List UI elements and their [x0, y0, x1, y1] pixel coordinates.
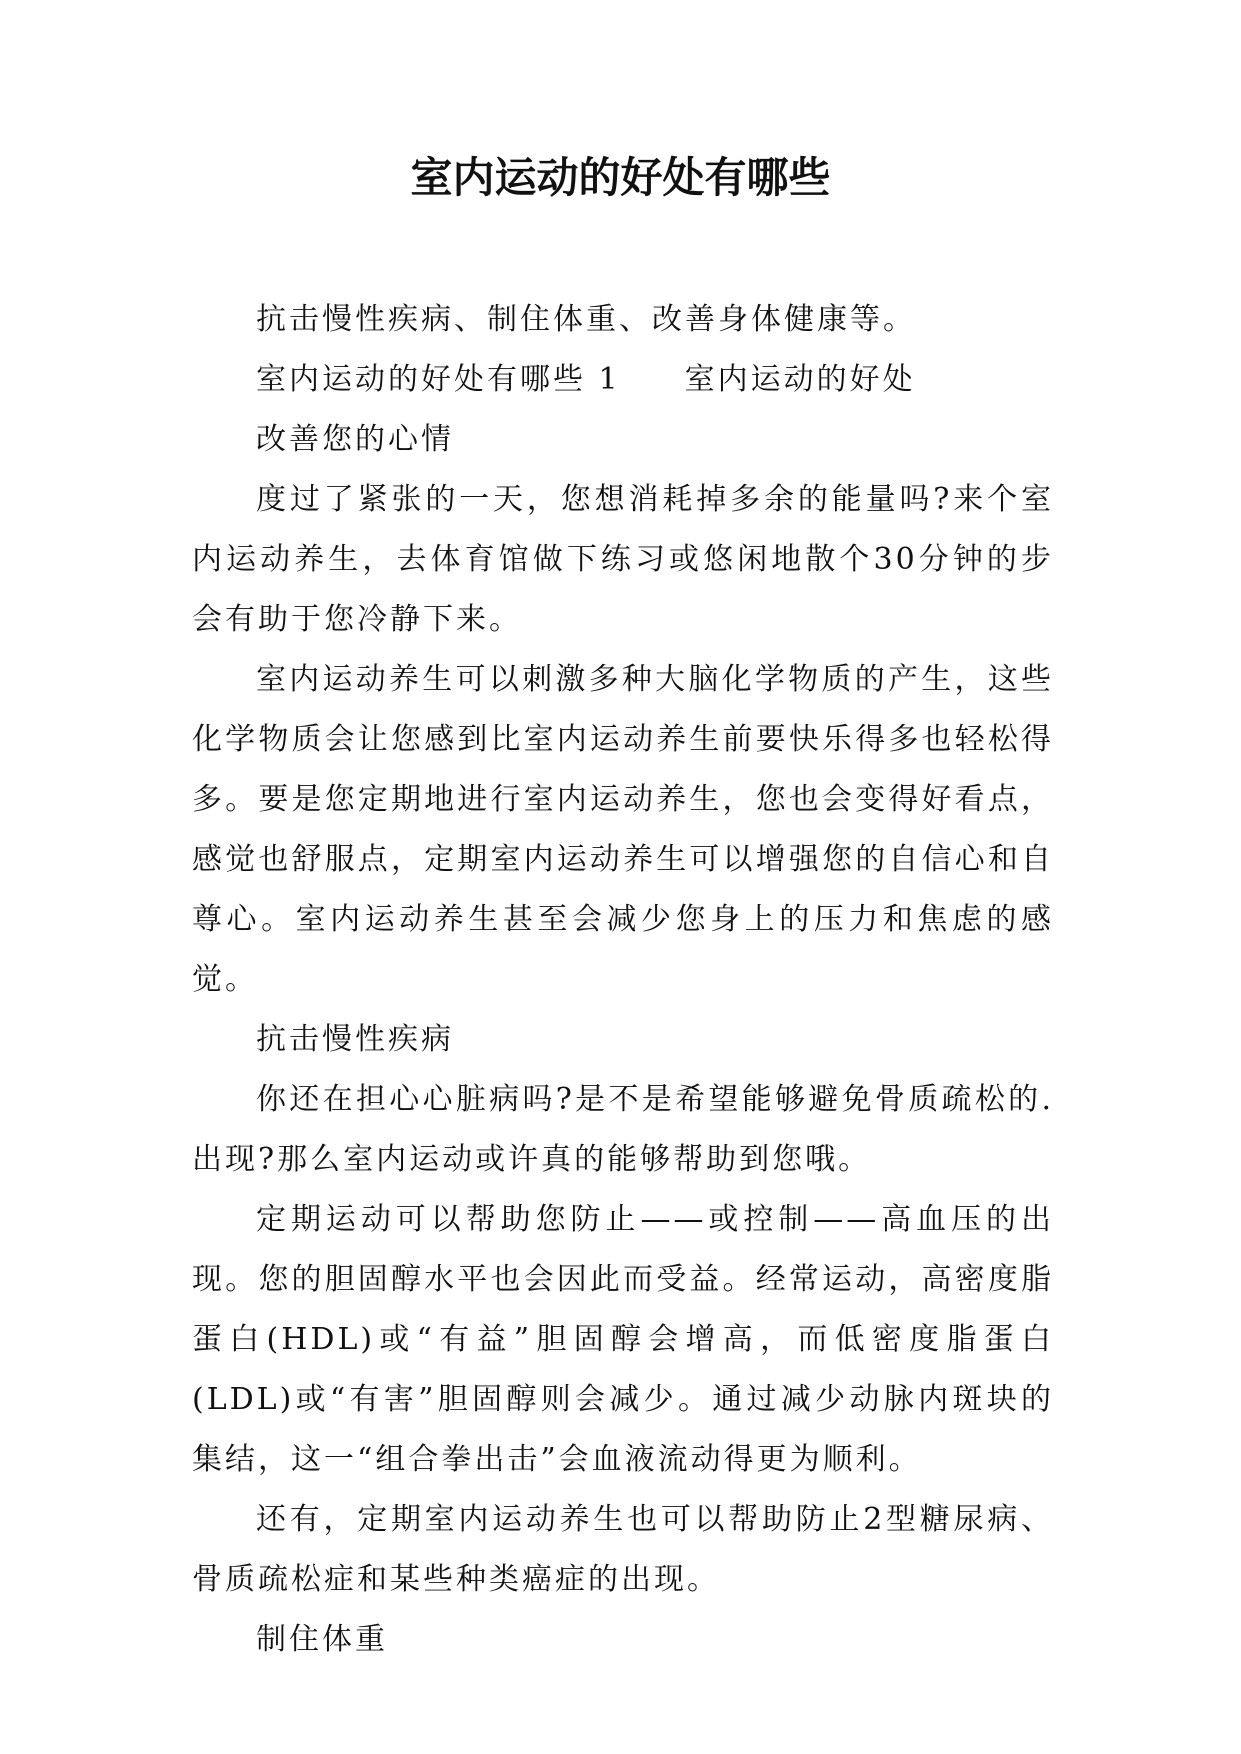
section-heading-weight: 制住体重: [256, 1622, 388, 1657]
subheading-left: 室内运动的好处有哪些 1: [256, 362, 621, 397]
document-body: [192, 290, 1054, 1670]
paragraph-chronic-2: 定期运动可以帮助您防止——或控制——高血压的出现。您的胆固醇水平也会因此而受益。经常运动，高密度脂蛋白(HDL)或“有益”胆固醇会增高，而低密度脂蛋白(LDL)或“有害”胆固醇则会减少。通过减少动脉内斑块的集结，这一“组合拳出击”会血液流动得更为顺利。: [192, 1202, 1054, 1477]
document-subheading: [192, 350, 1054, 410]
intro-paragraph: 抗击慢性疾病、制住体重、改善身体健康等。: [256, 302, 916, 337]
paragraph-mood-1: 度过了紧张的一天，您想消耗掉多余的能量吗?来个室内运动养生，去体育馆做下练习或悠闲地散个30分钟的步会有助于您冷静下来。: [192, 482, 1054, 637]
paragraph-mood-2: 室内运动养生可以刺激多种大脑化学物质的产生，这些化学物质会让您感到比室内运动养生前要快乐得多也轻松得多。要是您定期地进行室内运动养生，您也会变得好看点，感觉也舒服点，定期室内运动养生可以增强您的自信心和自尊心。室内运动养生甚至会减少您身上的压力和焦虑的感觉。: [192, 662, 1054, 997]
paragraph-chronic-3: 还有，定期室内运动养生也可以帮助防止2型糖尿病、骨质疏松症和某些种类癌症的出现。: [192, 1502, 1054, 1597]
section-heading-chronic-disease: 抗击慢性疾病: [256, 1022, 454, 1057]
document-title: 室内运动的好处有哪些: [410, 153, 831, 202]
paragraph-chronic-1: 你还在担心心脏病吗?是不是希望能够避免骨质疏松的.出现?那么室内运动或许真的能够帮助到您哦。: [192, 1082, 1054, 1177]
section-heading-mood: 改善您的心情: [256, 422, 454, 457]
subheading-right: 室内运动的好处: [684, 362, 916, 397]
